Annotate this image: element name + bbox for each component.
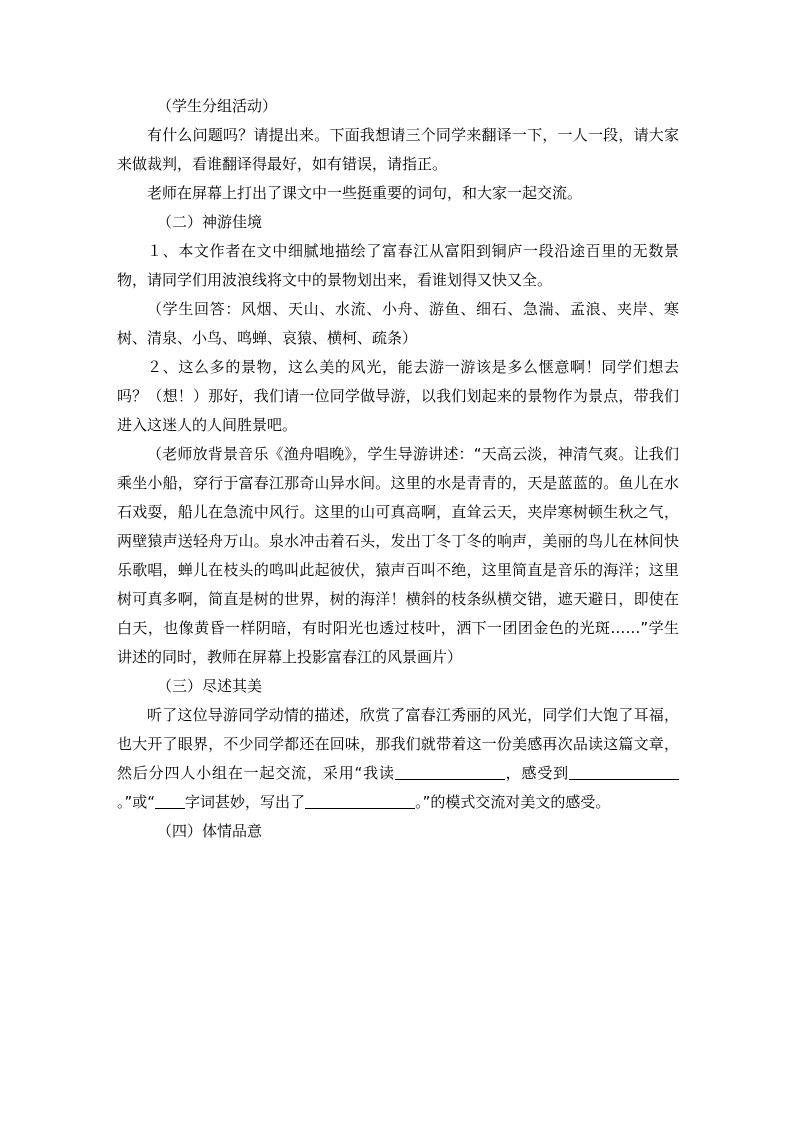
text-segment-2: ，感受到 xyxy=(504,764,569,782)
section-heading-3: （三）尽述其美 xyxy=(157,677,263,695)
paragraph-guide-narration: （老师放背景音乐《渔舟唱晚》，学生导游讲述：“天高云淡，神清气爽。让我们乘坐小船，穿行于富春江那奇山异水间。这里的水是青青的，天是蓝蓝的。鱼儿在水石戏耍，船儿在急流中风行。这里的山可真高啊，直耸云天，夹岸寒树顿生秋之气，两壁猿声送轻舟万山。泉水冲击着石头，发出丁冬丁冬的响声，美丽的鸟儿在林间快乐歌唱，蝉儿在枝头的鸣叫此起彼伏，猿声百叫不绝，这里简直是音乐的海洋；这里树可真多啊，简直是树的世界，树的海洋！横斜的枝条纵横交错，遮天避日，即使在白天，也像黄昏一样阴暗，有时阳光也透过枝叶，洒下一团团金色的光斑……”学生讲述的同时，教师在屏幕上投影富春江的风景画片） xyxy=(117,445,679,666)
document-page xyxy=(117,92,679,846)
section-heading-4: （四）体情品意 xyxy=(157,822,263,840)
paragraph-questions: 有什么问题吗？请提出来。下面我想请三个同学来翻译一下，一人一段，请大家来做裁判，看谁翻译得最好，如有错误，请指正。 xyxy=(117,126,679,173)
fill-blank-1 xyxy=(395,764,505,780)
paragraph-task-2: ２、这么多的景物，这么美的风光，能去游一游该是多么惬意啊！同学们想去吗？（想！）那好，我们请一位同学做导游，以我们划起来的景物作为景点，带我们进入这迷人的人间胜景吧。 xyxy=(117,358,679,434)
section-heading-2: （二）神游佳境 xyxy=(157,213,263,231)
paragraph-task-1: １、本文作者在文中细腻地描绘了富春江从富阳到铜庐一段沿途百里的无数景物，请同学们用波浪线将文中的景物划出来，看谁划得又快又全。 xyxy=(117,242,679,289)
text-segment-5: 。”的模式交流对美文的感受。 xyxy=(415,793,611,811)
paragraph-teacher-screen: 老师在屏幕上打出了课文中一些挺重要的词句，和大家一起交流。 xyxy=(147,184,583,202)
fill-blank-2 xyxy=(569,764,679,780)
fill-blank-3 xyxy=(155,793,185,809)
paragraph-student-answer: （学生回答：风烟、天山、水流、小舟、游鱼、细石、急湍、孟浪、夹岸、寒树、清泉、小鸟、鸣蝉、哀猿、横柯、疏条） xyxy=(117,300,679,347)
fill-blank-4 xyxy=(305,793,415,809)
text-segment-3: 。”或“ xyxy=(117,793,156,811)
text-segment-1: 听了这位导游同学动情的描述，欣赏了富春江秀丽的风光，同学们大饱了耳福，也大开了眼界，不少同学都还在回味，那我们就带着这一份美感再次品读这篇文章，然后分四人小组在一起交流，采用“我读 xyxy=(117,706,679,782)
student-group-activity: （学生分组活动） xyxy=(157,97,278,115)
text-segment-4: 字词甚妙，写出了 xyxy=(185,793,306,811)
paragraph-reading-exchange xyxy=(117,701,679,817)
